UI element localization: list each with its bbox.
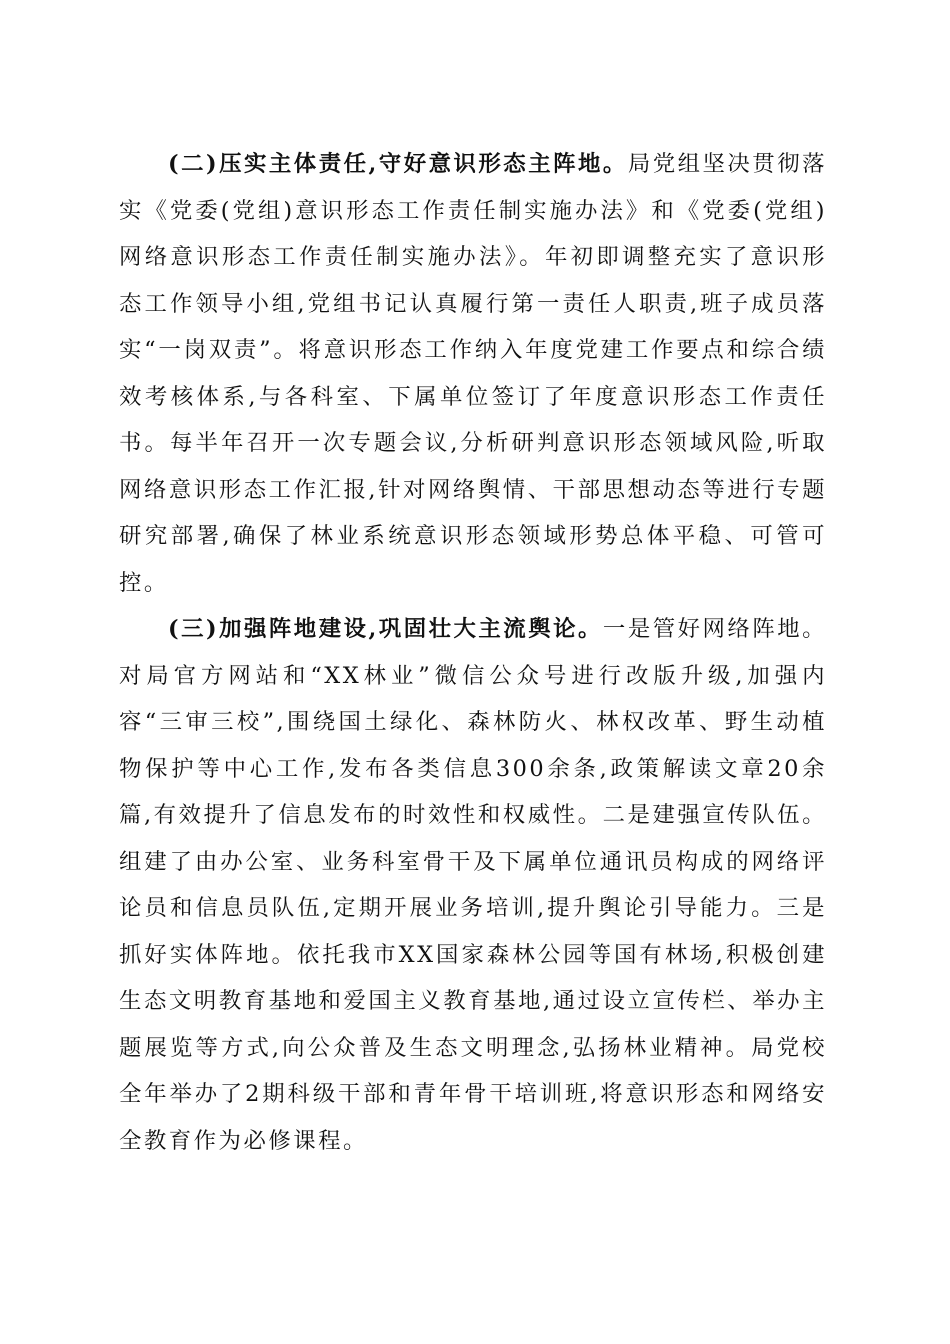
paragraph-text-responsibility: 局党组坚决贯彻落实《党委(党组)意识形态工作责任制实施办法》和《党委(党组)网络意识形态工作责任制实施办法》。年初即调整充实了意识形态工作领导小组,党组书记认真履行第一责任人职责,班子成员落实“一岗双责”。将意识形态工作纳入年度党建工作要点和综合绩效考核体系,与各科室、下属单位签订了年度意识形态工作责任书。每半年召开一次专题会议,分析研判意识形态领域风险,听取网络意识形态工作汇报,针对网络舆情、干部思想动态等进行专题研究部署,确保了林业系统意识形态领域形势总体平稳、可管可控。 (119, 151, 828, 596)
paragraph-heading-positions: (三)加强阵地建设,巩固壮大主流舆论。 (168, 616, 603, 642)
paragraph-heading-responsibility: (二)压实主体责任,守好意识形态主阵地。 (168, 151, 628, 177)
paragraph-responsibility (119, 141, 827, 606)
document-body (119, 141, 827, 1164)
paragraph-positions (119, 606, 827, 1164)
paragraph-text-positions: 一是管好网络阵地。对局官方网站和“XX林业”微信公众号进行改版升级,加强内容“三审三校”,围绕国土绿化、森林防火、林权改革、野生动植物保护等中心工作,发布各类信息300余条,政策解读文章20余篇,有效提升了信息发布的时效性和权威性。二是建强宣传队伍。组建了由办公室、业务科室骨干及下属单位通讯员构成的网络评论员和信息员队伍,定期开展业务培训,提升舆论引导能力。三是抓好实体阵地。依托我市XX国家森林公园等国有林场,积极创建生态文明教育基地和爱国主义教育基地,通过设立宣传栏、举办主题展览等方式,向公众普及生态文明理念,弘扬林业精神。局党校全年举办了2期科级干部和青年骨干培训班,将意识形态和网络安全教育作为必修课程。 (119, 616, 828, 1154)
